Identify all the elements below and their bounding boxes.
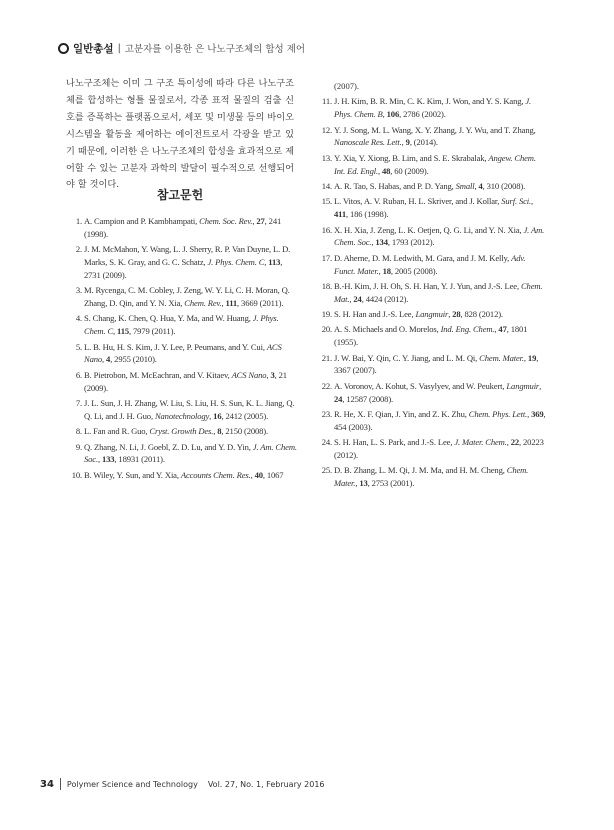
reference-16: 16. X. H. Xia, J. Zeng, L. K. Oetjen, Q. G. Li, and Y. N. Xia, J. Am. Chem. Soc., 134, 1793 (2012).: [321, 224, 545, 248]
reference-23: 23. R. He, X. F. Qian, J. Yin, and Z. K. Zhu, Chem. Phys. Lett., 369, 454 (2003).: [321, 409, 546, 432]
reference-3: 3. M. Rycenga, C. M. Cobley, J. Zeng, W. Y. Li, C. H. Moran, Q. Zhang, D. Qin, and Y. N. Xia, Chem. Rev., 111, 3669 (2011).: [75, 285, 290, 308]
reference-17: 17. D. Aherne, D. M. Ledwith, M. Gara, and J. M. Kelly, Adv. Funct. Mater., 18, 2005 (2008).: [321, 252, 526, 276]
reference-list-right: [316, 80, 548, 493]
reference-12: 12. Y. J. Song, M. L. Wang, X. Y. Zhang, J. Y. Wu, and T. Zhang, Nanoscale Res. Lett., 9, (2014).: [321, 124, 536, 148]
reference-14: 14. A. R. Tao, S. Habas, and P. D. Yang, Small, 4, 310 (2008).: [321, 180, 526, 191]
header-separator: |: [117, 42, 121, 54]
reference-7: 7. J. L. Sun, J. H. Zhang, W. Liu, S. Liu, H. S. Sun, K. L. Jiang, Q. Q. Li, and J. H. Guo, Nanotechnology, 16, 2412 (2005).: [75, 397, 295, 421]
reference-5: 5. L. B. Hu, H. S. Kim, J. Y. Lee, P. Peumans, and Y. Cui, ACS Nano, 4, 2955 (2010).: [75, 341, 282, 365]
running-header: [58, 40, 305, 56]
page-number: 34: [40, 778, 54, 790]
header-article-title: 고분자를 이용한 은 나노구조체의 합성 제어: [124, 44, 306, 55]
reference-10: 10. B. Wiley, Y. Sun, and Y. Xia, Accounts Chem. Res., 40, 1067: [71, 469, 284, 480]
reference-6: 6. B. Pietrobon, M. McEachran, and V. Kitaev, ACS Nano, 3, 21 (2009).: [75, 369, 287, 393]
reference-1: 1. A. Campion and P. Kambhampati, Chem. Soc. Rev., 27, 241 (1998).: [75, 216, 282, 239]
journal-name: Polymer Science and Technology: [66, 779, 198, 789]
journal-issue: Vol. 27, No. 1, February 2016: [207, 779, 325, 789]
footer-divider: [60, 778, 61, 790]
reference-20: 20. A. S. Michaels and O. Morelos, Ind. Eng. Chem., 47, 1801 (1955).: [321, 324, 528, 348]
reference-21: 21. J. W. Bai, Y. Qin, C. Y. Jiang, and L. M. Qi, Chem. Mater., 19, 3367 (2007).: [321, 352, 539, 376]
reference-2: 2. J. M. McMahon, Y. Wang, L. J. Sherry, R. P. Van Duyne, L. D. Marks, S. K. Gray, and G. C. Schatz, J. Phys. Chem. C, 113, 2731 (2009).: [75, 244, 291, 280]
header-section-label: 일반총설: [73, 42, 114, 55]
references-heading: 참고문헌: [156, 188, 204, 202]
reference-25: 25. D. B. Zhang, L. M. Qi, J. M. Ma, and H. M. Cheng, Chem. Mater., 13, 2753 (2001).: [321, 465, 529, 489]
section-bullet-icon: [58, 43, 69, 54]
page-footer: [40, 778, 325, 790]
reference-13: 13. Y. Xia, Y. Xiong, B. Lim, and S. E. Skrabalak, Angew. Chem. Int. Ed. Engl., 48, 60 (2009).: [321, 152, 536, 176]
reference-19: 19. S. H. Han and J.-S. Lee, Langmuir, 28, 828 (2012).: [321, 309, 503, 320]
reference-9: 9. Q. Zhang, N. Li, J. Goebl, Z. D. Lu, and Y. D. Yin, J. Am. Chem. Soc., 133, 18931 (2011).: [75, 441, 297, 465]
reference-11: 11. J. H. Kim, B. R. Min, C. K. Kim, J. Won, and Y. S. Kang, J. Phys. Chem. B, 106, 2786 (2002).: [322, 96, 532, 120]
reference-22: 22. A. Voronov, A. Kohut, S. Vasylyev, and W. Peukert, Langmuir, 24, 12587 (2008).: [321, 380, 542, 404]
reference-4: 4. S. Chang, K. Chen, Q. Hua, Y. Ma, and W. Huang, J. Phys. Chem. C, 115, 7979 (2011).: [75, 313, 279, 337]
reference-10-continuation: (2007).: [334, 81, 360, 91]
reference-24: 24. S. H. Han, L. S. Park, and J.-S. Lee, J. Mater. Chem., 22, 20223 (2012).: [321, 437, 544, 461]
reference-15: 15. L. Vitos, A. V. Ruban, H. L. Skriver, and J. Kollar, Surf. Sci., 411, 186 (1998).: [321, 196, 534, 220]
reference-18: 18. B.-H. Kim, J. H. Oh, S. H. Han, Y. J. Yun, and J.-S. Lee, Chem. Mat., 24, 4424 (2012).: [321, 280, 543, 304]
reference-8: 8. L. Fan and R. Guo, Cryst. Growth Des., 8, 2150 (2008).: [75, 426, 268, 437]
reference-list-left: [66, 215, 298, 484]
body-paragraph: 나노구조체는 이미 그 구조 특이성에 따라 다른 나노구조체를 합성하는 형틀 물질로서, 각종 표적 물질의 검출 신호를 증폭하는 플랫폼으로서, 세포 및 미생물 등의 바이오 시스템을 활동을 제어하는 에이전트로서 각광을 받고 있기 때문에, 이러한 은 나노구조체의 합성을 효과적으로 제어할 수 있는 고분자 과학의 발달이 필수적으로 선행되어야 할 것이다.: [66, 78, 294, 191]
